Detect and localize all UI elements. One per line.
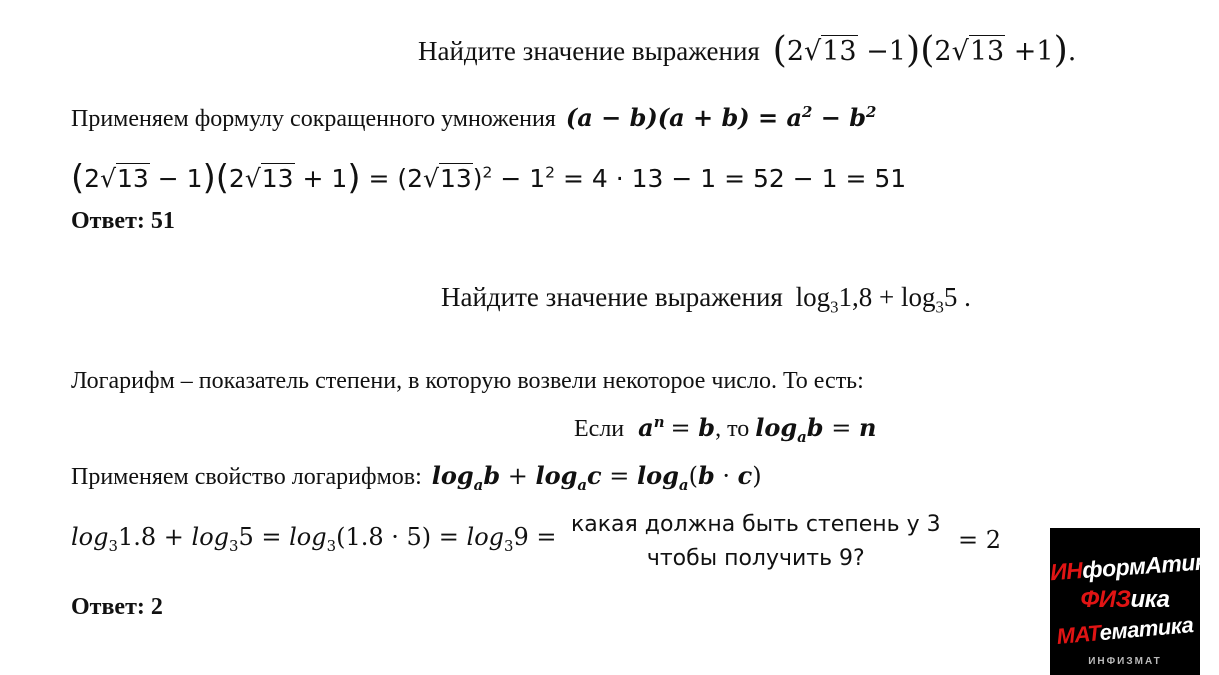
solution1-calculation-line: $(2√13 - 1)(2√13 + 1) = (2√13)^2 - 1^2 = 4 \cdot 13 - 1 = 52 - 1 = 51$ bbox=[71, 158, 907, 197]
problem2-title-prefix: Найдите значение выражения bbox=[441, 282, 783, 312]
solution2-if-prefix: Если bbox=[574, 416, 625, 442]
problem2-expression: $\log_31,8 + \log_35$ . bbox=[795, 282, 971, 317]
problem2-title bbox=[441, 282, 971, 317]
fraction-bottom: чтобы получить 9? bbox=[646, 546, 865, 571]
solution2-then-word: , то bbox=[715, 416, 750, 442]
solution2-if-then-line: Если $a^n = b$, то $\log_ab = n$ bbox=[574, 413, 877, 446]
logo-line-matematika: МАТематика bbox=[1055, 612, 1195, 649]
logo-line-fizika: ФИЗика bbox=[1080, 586, 1170, 613]
infizmat-logo bbox=[1049, 528, 1219, 675]
solution2-definition-line: Логарифм – показатель степени, в которую возвели некоторое число. То есть: bbox=[71, 368, 864, 394]
solution1-line1-text: Применяем формулу сокращенного умножения bbox=[71, 106, 556, 132]
solution2-calculation-line: $\log_31.8 + \log_35 = \log_3(1.8 \cdot 5) = \log_39$ = bbox=[71, 523, 557, 555]
solution1-formula-line bbox=[71, 103, 876, 133]
solution2-property-text: Применяем свойство логарифмов: bbox=[71, 464, 422, 490]
solution1-answer: Ответ: 51 bbox=[71, 208, 175, 234]
solution2-result: = 2 bbox=[958, 526, 1002, 554]
solution2-fraction bbox=[571, 508, 941, 576]
solution2-property-line: Применяем свойство логарифмов: $\log_ab + \log_ac = \log_a(b \cdot c)$ bbox=[71, 461, 762, 494]
logo-caption: ИНФИЗМАТ bbox=[1088, 656, 1162, 667]
problem1-expression: (2√13 −1)(2√13 +1). bbox=[772, 28, 1077, 71]
problem1-title bbox=[418, 26, 1076, 69]
problem1-title-prefix: Найдите значение выражения bbox=[418, 36, 760, 66]
logo-line-informatika: ИНформАтика bbox=[1049, 547, 1219, 586]
fraction-top: какая должна быть степень у 3 bbox=[571, 512, 941, 537]
solution1-line1-formula: $(a - b)(a + b) = a^2 - b^2$ bbox=[565, 103, 877, 132]
solution2-answer: Ответ: 2 bbox=[71, 594, 163, 620]
